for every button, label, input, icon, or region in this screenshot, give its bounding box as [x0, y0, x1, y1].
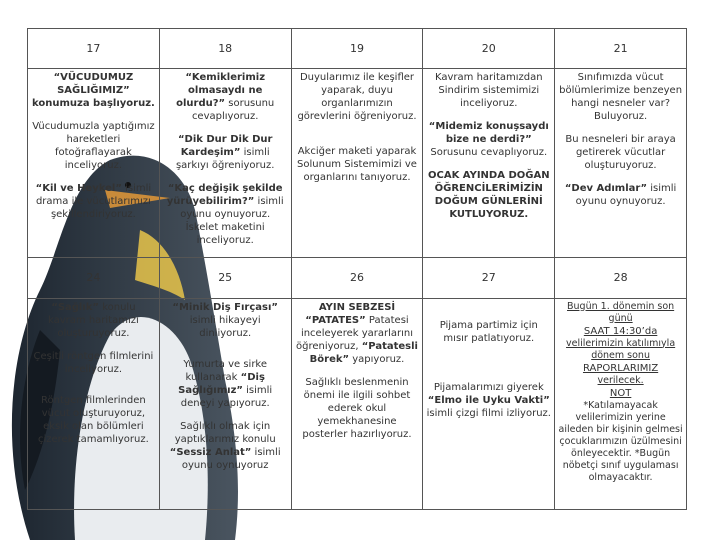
week2-activities-row [28, 298, 687, 509]
week1-activities-row [28, 69, 687, 258]
day-cell: 25 [159, 258, 291, 298]
reports-note: verilecek. [597, 374, 644, 386]
activity-text: Pijama partimiz için mısır patlatıyoruz. [439, 319, 538, 344]
activity-cell-17 [28, 69, 160, 258]
activity-text: Sağlıklı olmak için yaptıklarımız konulu “Sessiz Anlat” isimli oyunu oynuyoruz [169, 420, 281, 471]
activity-text: Duyularımız ile keşifler yaparak, duyu organlarımızın görevlerini öğreniyoruz. [297, 72, 417, 123]
activity-text: “Kil ve Heykel” isimli drama ile vücutlarımızı şekillendiriyoruz. [35, 183, 152, 221]
day-cell: 21 [555, 29, 687, 69]
activity-text: “VÜCUDUMUZ SAĞLIĞIMIZ” konumuza başlıyoruz. [31, 72, 155, 110]
activity-text: Bu nesneleri bir araya getirerek vücutlar oluşturuyoruz. [565, 134, 676, 172]
semester-end-note: Bugün 1. dönemin son günü [567, 300, 675, 324]
activity-text: Çeşitli röntgen filmlerini inceliyoruz. [33, 350, 154, 375]
activity-text: Vücudumuzla yaptığımız hareketleri fotoğraflayarak inceliyoruz. [32, 121, 155, 172]
activity-cell-18 [159, 69, 291, 258]
note-text: *Katılamayacak velilerimizin yerine aileden bir kişinin gelmesi çocuklarımızın üzülmesini önleyecektir. *Bugün nöbetçi sınıf uygulaması olmayacaktır. [558, 399, 683, 483]
day-cell: 17 [28, 29, 160, 69]
activity-cell-26 [291, 298, 423, 509]
week1-header-row [28, 29, 687, 69]
activity-text: “Kemiklerimiz olmasaydı ne olurdu?” sorusunu cevaplıyoruz. [176, 72, 275, 123]
day-cell: 18 [159, 29, 291, 69]
activity-text: Röntgen filmlerinden vücut oluşturuyoruz, eksik olan bölümleri çizerek tamamlıyoruz. [37, 394, 149, 445]
day-cell: 19 [291, 29, 423, 69]
activity-text: “Kaç değişik şekilde yürüyebilirim?” isimli oyunu oynuyoruz. İskelet maketini inceliyoruz. [166, 183, 284, 247]
activity-text: Yumurta ve sirke kullanarak “Diş Sağlığımız” isimli deneyi yapıyoruz. [178, 358, 273, 409]
activity-text: “Midemiz konuşsaydı bize ne derdi?” Sorusunu cevaplıyoruz. [428, 121, 549, 159]
day-cell: 27 [423, 258, 555, 298]
activity-cell-24 [28, 298, 160, 509]
week2-header-row [28, 258, 687, 298]
day-cell: 24 [28, 258, 160, 298]
activity-text: Akciğer maketi yaparak Solunum Sistemimizi ve organlarını tanıyoruz. [297, 146, 417, 184]
activity-cell-25 [159, 298, 291, 509]
parent-note: velilerimizin katılımıyla dönem sonu [566, 337, 676, 361]
activity-text: Kavram haritamızdan Sindirim sistemimizi inceliyoruz. [435, 72, 543, 110]
activity-cell-21 [555, 69, 687, 258]
activity-text: “Dik Dur Dik Dur Kardeşim” isimli şarkıyı öğreniyoruz. [175, 134, 275, 172]
activity-cell-19 [291, 69, 423, 258]
activity-cell-28 [555, 298, 687, 509]
meeting-time: SAAT 14:30’da [583, 325, 658, 337]
activity-cell-27 [423, 298, 555, 509]
day-cell: 26 [291, 258, 423, 298]
weekly-plan-table [27, 28, 687, 510]
activity-text: “Dev Adımlar” isimli oyunu oynuyoruz. [564, 183, 677, 208]
day-cell: 28 [555, 258, 687, 298]
activity-text: “Sağlık” konulu kavram haritamızı oluşturuyoruz. [48, 301, 139, 339]
activity-text: “Minik Diş Fırçası” isimli hikayeyi dinliyoruz. [172, 301, 278, 339]
note-heading: NOT [609, 387, 632, 399]
activity-text: Sınıfımızda vücut bölümlerimize benzeyen hangi nesneler var? Buluyoruz. [559, 72, 683, 123]
activity-text: Sağlıklı beslenmenin önemi ile ilgili sohbet ederek okul yemekhanesine posterler hazırlıyoruz. [302, 376, 412, 440]
activity-text: AYIN SEBZESİ “PATATES” Patatesi inceleyerek yararlarını öğreniyoruz, “Patatesli Börek” yapıyoruz. [295, 301, 418, 365]
day-cell: 20 [423, 29, 555, 69]
activity-cell-20 [423, 69, 555, 258]
reports-label: RAPORLARIMIZ [582, 362, 659, 374]
activity-text: Pijamalarımızı giyerek “Elmo ile Uyku Vakti” isimli çizgi filmi izliyoruz. [426, 381, 551, 419]
birthday-note: OCAK AYINDA DOĞAN ÖĞRENCİLERİMİZİN DOĞUM GÜNLERİNİ KUTLUYORUZ. [428, 170, 550, 221]
